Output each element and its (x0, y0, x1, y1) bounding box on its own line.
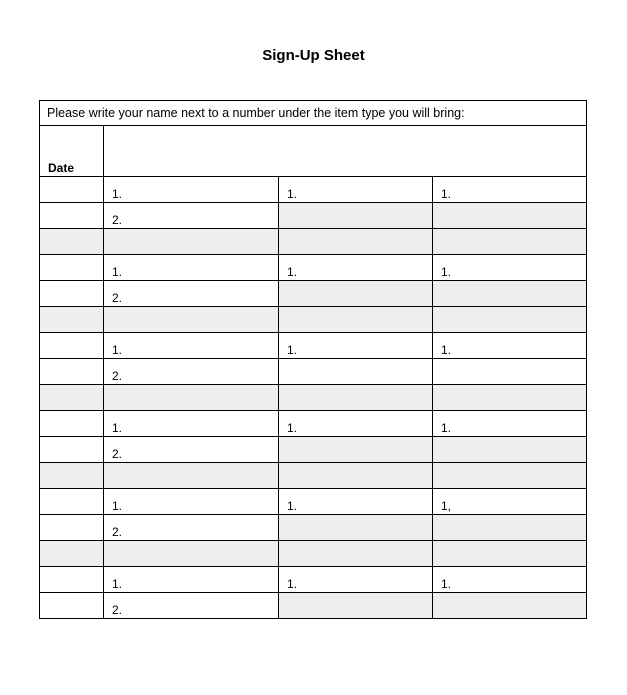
item-cell[interactable] (279, 541, 433, 567)
table-row (40, 593, 587, 619)
item-cell[interactable]: 1. (279, 333, 433, 359)
item-cell[interactable] (279, 229, 433, 255)
item-cell[interactable] (279, 437, 433, 463)
sign-up-table (39, 100, 587, 619)
item-cell[interactable]: 1. (104, 567, 279, 593)
item-cell[interactable]: 2. (104, 203, 279, 229)
table-row (40, 281, 587, 307)
item-cell[interactable]: 1. (279, 411, 433, 437)
item-cell[interactable]: 1. (433, 411, 587, 437)
item-cell[interactable] (433, 593, 587, 619)
item-cell[interactable]: 1. (104, 411, 279, 437)
header-row (40, 126, 587, 177)
date-cell[interactable] (40, 255, 104, 281)
table-row (40, 515, 587, 541)
instructions-text: Please write your name next to a number under the item type you will bring: (40, 101, 587, 126)
date-cell[interactable] (40, 307, 104, 333)
date-cell[interactable] (40, 385, 104, 411)
item-cell[interactable] (104, 541, 279, 567)
table-row (40, 255, 587, 281)
item-cell[interactable]: 1. (279, 177, 433, 203)
item-cell[interactable] (433, 515, 587, 541)
item-cell[interactable]: 2. (104, 281, 279, 307)
item-cell[interactable] (279, 385, 433, 411)
item-cell[interactable]: 1. (279, 489, 433, 515)
table-row (40, 177, 587, 203)
table-row (40, 463, 587, 489)
item-cell[interactable]: 1, (433, 489, 587, 515)
item-cell[interactable] (279, 463, 433, 489)
table-row (40, 437, 587, 463)
item-cell[interactable] (279, 359, 433, 385)
item-cell[interactable] (279, 203, 433, 229)
item-cell[interactable]: 2. (104, 437, 279, 463)
date-cell[interactable] (40, 541, 104, 567)
item-cell[interactable]: 1. (104, 177, 279, 203)
item-cell[interactable] (433, 541, 587, 567)
item-cell[interactable]: 1. (433, 567, 587, 593)
table-row (40, 567, 587, 593)
item-cell[interactable] (433, 437, 587, 463)
item-cell[interactable]: 1. (433, 333, 587, 359)
page-title: Sign-Up Sheet (262, 47, 365, 64)
item-cell[interactable]: 1. (104, 489, 279, 515)
item-cell[interactable] (433, 229, 587, 255)
date-cell[interactable] (40, 515, 104, 541)
table-row (40, 411, 587, 437)
item-cell[interactable] (279, 515, 433, 541)
item-cell[interactable] (104, 307, 279, 333)
date-cell[interactable] (40, 567, 104, 593)
table-row (40, 203, 587, 229)
item-cell[interactable]: 2. (104, 515, 279, 541)
table-row (40, 333, 587, 359)
table-row (40, 307, 587, 333)
table-row (40, 489, 587, 515)
date-cell[interactable] (40, 593, 104, 619)
item-cell[interactable]: 1. (279, 567, 433, 593)
item-cell[interactable]: 2. (104, 359, 279, 385)
item-cell[interactable] (433, 307, 587, 333)
table-row (40, 229, 587, 255)
item-cell[interactable]: 1. (279, 255, 433, 281)
date-cell[interactable] (40, 463, 104, 489)
instructions-row (40, 101, 587, 126)
item-type-header-cell[interactable] (104, 126, 587, 177)
item-cell[interactable] (433, 385, 587, 411)
date-cell[interactable] (40, 489, 104, 515)
item-cell[interactable]: 2. (104, 593, 279, 619)
table-row (40, 359, 587, 385)
item-cell[interactable] (433, 359, 587, 385)
date-cell[interactable] (40, 359, 104, 385)
item-cell[interactable] (279, 593, 433, 619)
table-row (40, 541, 587, 567)
item-cell[interactable] (279, 307, 433, 333)
item-cell[interactable]: 1. (433, 177, 587, 203)
date-cell[interactable] (40, 203, 104, 229)
table-row (40, 385, 587, 411)
item-cell[interactable] (433, 281, 587, 307)
date-cell[interactable] (40, 177, 104, 203)
item-cell[interactable] (104, 385, 279, 411)
date-cell[interactable] (40, 281, 104, 307)
item-cell[interactable]: 1. (433, 255, 587, 281)
item-cell[interactable] (104, 229, 279, 255)
date-cell[interactable] (40, 411, 104, 437)
item-cell[interactable] (433, 463, 587, 489)
item-cell[interactable]: 1. (104, 333, 279, 359)
date-cell[interactable] (40, 333, 104, 359)
item-cell[interactable]: 1. (104, 255, 279, 281)
item-cell[interactable] (279, 281, 433, 307)
date-header: Date (40, 126, 104, 177)
item-cell[interactable] (433, 203, 587, 229)
date-cell[interactable] (40, 437, 104, 463)
item-cell[interactable] (104, 463, 279, 489)
date-cell[interactable] (40, 229, 104, 255)
